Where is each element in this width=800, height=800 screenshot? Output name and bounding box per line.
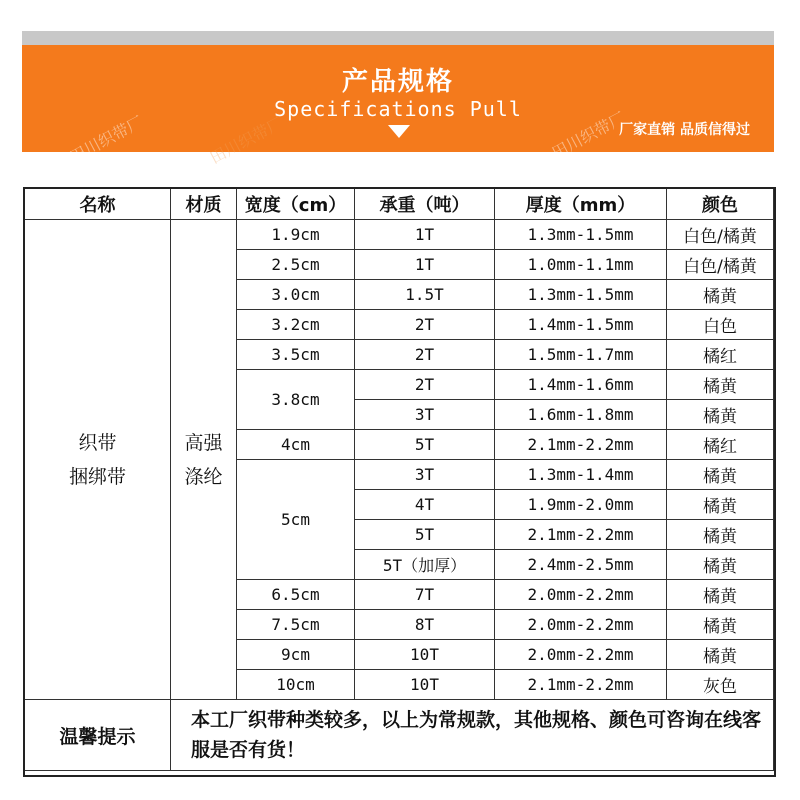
load-cell: 5T xyxy=(355,520,495,550)
watermark: 田川织带厂 xyxy=(206,113,287,168)
thickness-cell: 2.1mm-2.2mm xyxy=(495,670,667,700)
thickness-cell: 2.1mm-2.2mm xyxy=(495,430,667,460)
color-cell: 橘黄 xyxy=(667,520,774,550)
color-cell: 橘黄 xyxy=(667,580,774,610)
header-cell: 厚度（mm） xyxy=(495,189,667,220)
header-cell: 宽度（cm） xyxy=(237,189,355,220)
table-header-row xyxy=(25,189,774,220)
load-cell: 3T xyxy=(355,460,495,490)
load-cell: 7T xyxy=(355,580,495,610)
product-name-cell: 织带 捆绑带 xyxy=(25,220,171,700)
thickness-cell: 1.5mm-1.7mm xyxy=(495,340,667,370)
load-cell: 10T xyxy=(355,670,495,700)
color-cell: 白色/橘黄 xyxy=(667,220,774,250)
table-row xyxy=(25,220,774,250)
tip-row xyxy=(25,700,774,771)
width-cell: 3.2cm xyxy=(237,310,355,340)
load-cell: 4T xyxy=(355,490,495,520)
down-arrow-icon xyxy=(388,125,410,138)
width-cell: 1.9cm xyxy=(237,220,355,250)
thickness-cell: 1.3mm-1.4mm xyxy=(495,460,667,490)
spec-table xyxy=(24,188,774,771)
header-cell: 颜色 xyxy=(667,189,774,220)
load-cell: 8T xyxy=(355,610,495,640)
color-cell: 橘黄 xyxy=(667,550,774,580)
color-cell: 橘黄 xyxy=(667,370,774,400)
load-cell: 10T xyxy=(355,640,495,670)
load-cell: 5T（加厚） xyxy=(355,550,495,580)
width-cell: 4cm xyxy=(237,430,355,460)
load-cell: 2T xyxy=(355,310,495,340)
thickness-cell: 1.6mm-1.8mm xyxy=(495,400,667,430)
color-cell: 橘黄 xyxy=(667,490,774,520)
thickness-cell: 2.0mm-2.2mm xyxy=(495,580,667,610)
width-cell: 7.5cm xyxy=(237,610,355,640)
header-cell: 名称 xyxy=(25,189,171,220)
header-banner xyxy=(22,45,774,167)
thickness-cell: 1.4mm-1.5mm xyxy=(495,310,667,340)
thickness-cell: 1.0mm-1.1mm xyxy=(495,250,667,280)
banner-title: 产品规格 xyxy=(341,67,454,97)
width-cell: 6.5cm xyxy=(237,580,355,610)
thickness-cell: 1.3mm-1.5mm xyxy=(495,220,667,250)
header-cell: 材质 xyxy=(171,189,237,220)
width-cell: 3.8cm xyxy=(237,370,355,430)
width-cell: 2.5cm xyxy=(237,250,355,280)
load-cell: 1T xyxy=(355,250,495,280)
thickness-cell: 2.0mm-2.2mm xyxy=(495,610,667,640)
color-cell: 橘黄 xyxy=(667,610,774,640)
color-cell: 灰色 xyxy=(667,670,774,700)
load-cell: 2T xyxy=(355,340,495,370)
width-cell: 5cm xyxy=(237,460,355,580)
width-cell: 3.5cm xyxy=(237,340,355,370)
color-cell: 橘黄 xyxy=(667,640,774,670)
color-cell: 橘红 xyxy=(667,340,774,370)
color-cell: 橘红 xyxy=(667,430,774,460)
thickness-cell: 1.4mm-1.6mm xyxy=(495,370,667,400)
color-cell: 白色/橘黄 xyxy=(667,250,774,280)
color-cell: 橘黄 xyxy=(667,400,774,430)
color-cell: 橘黄 xyxy=(667,460,774,490)
watermark: 田川织带厂 xyxy=(548,108,629,163)
tip-label: 温馨提示 xyxy=(25,700,171,771)
thickness-cell: 2.0mm-2.2mm xyxy=(495,640,667,670)
thickness-cell: 2.4mm-2.5mm xyxy=(495,550,667,580)
load-cell: 3T xyxy=(355,400,495,430)
tip-text: 本工厂织带种类较多，以上为常规款，其他规格、颜色可咨询在线客服是否有货！ xyxy=(171,700,774,771)
color-cell: 橘黄 xyxy=(667,280,774,310)
thickness-cell: 2.1mm-2.2mm xyxy=(495,520,667,550)
load-cell: 5T xyxy=(355,430,495,460)
load-cell: 2T xyxy=(355,370,495,400)
load-cell: 1.5T xyxy=(355,280,495,310)
load-cell: 1T xyxy=(355,220,495,250)
width-cell: 10cm xyxy=(237,670,355,700)
thickness-cell: 1.3mm-1.5mm xyxy=(495,280,667,310)
banner-subtitle: Specifications Pull xyxy=(274,97,522,121)
top-grey-bar xyxy=(22,31,774,45)
width-cell: 9cm xyxy=(237,640,355,670)
width-cell: 3.0cm xyxy=(237,280,355,310)
material-cell: 高强 涤纶 xyxy=(171,220,237,700)
header-cell: 承重（吨） xyxy=(355,189,495,220)
banner-slogan: 厂家直销 品质信得过 xyxy=(619,122,750,138)
thickness-cell: 1.9mm-2.0mm xyxy=(495,490,667,520)
color-cell: 白色 xyxy=(667,310,774,340)
watermark: 田川织带厂 xyxy=(66,112,147,167)
